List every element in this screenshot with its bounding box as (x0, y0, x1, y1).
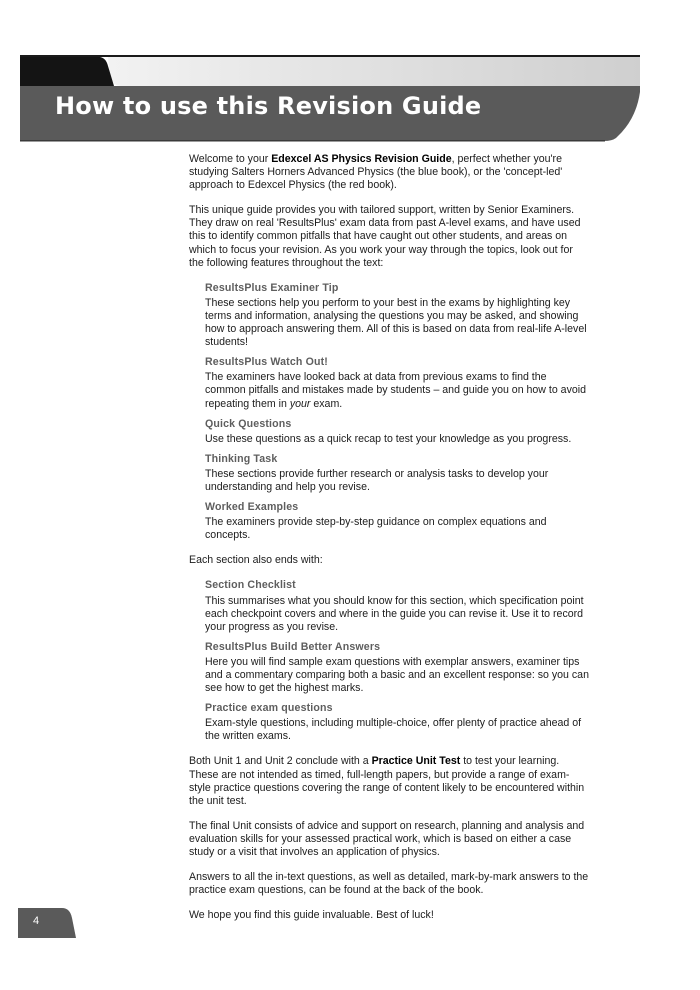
feature-description: The examiners provide step-by-step guidance on complex equations and concepts. (205, 516, 547, 542)
feature-description: Exam-style questions, including multiple-choice, offer plenty of practice ahead of the written exams. (205, 717, 582, 743)
feature-title: ResultsPlus Watch Out! (205, 356, 328, 369)
page-number-tab (18, 908, 76, 938)
closing-paragraph-1 (189, 755, 589, 807)
guide-title-bold: Edexcel AS Physics Revision Guide (271, 153, 452, 165)
feature-worked-examples (205, 501, 589, 542)
main-content (189, 153, 589, 934)
feature-description: These sections provide further research or analysis tasks to develop your understanding and help you revise. (205, 467, 549, 493)
feature-description-text: The examiners have looked back at data from previous exams to find the common pitfalls and mistakes made by students – and guide you on how to avoid repeating them in (205, 371, 587, 410)
practice-unit-test-bold: Practice Unit Test (371, 755, 461, 768)
page-title: How to use this Revision Guide (55, 92, 482, 120)
feature-description: Here you will find sample exam questions with exemplar answers, examiner tips and a commentary comparing both a basic and an excellent response: so you can see how to get the highest marks. (205, 655, 589, 695)
feature-watch-out (205, 356, 589, 410)
closing-text: to test your learning. These are not intended as timed, full-length papers, but provide a range of exam-style practice questions covering the range of content likely to be encountered within the unit test. (189, 755, 585, 807)
feature-list (189, 282, 589, 543)
intro-paragraph-2: This unique guide provides you with tailored support, written by Senior Examiners. They draw on real 'ResultsPlus' exam data from past A-level exams, and have used this to identify common pitfalls that have caught out other students, and areas on which to focus your revision. As you work your way through the topics, look out for the following features throughout the text: (189, 204, 581, 269)
feature-description: This summarises what you should know for this section, which specification point each checkpoint covers and where in the guide you can revise it. Use it to record your progress as you revise. (205, 594, 584, 633)
feature-practice-exam-questions (205, 702, 589, 743)
intro-text: , perfect whether you're studying Salters Horners Advanced Physics (the blue book), or the 'concept-led' approach to Edexcel Physics (the red book). (189, 153, 563, 192)
intro-text: Welcome to your (189, 153, 272, 165)
feature-title: Quick Questions (205, 417, 292, 430)
feature-description-italic: your (289, 397, 311, 410)
feature-title: Practice exam questions (205, 702, 333, 715)
header-banner (0, 0, 700, 160)
end-feature-list (189, 579, 589, 743)
feature-description: Use these questions as a quick recap to test your knowledge as you progress. (205, 432, 572, 445)
feature-description: These sections help you perform to your best in the exams by highlighting key terms and information, analysing the questions you may be asked, and showing how to approach answering them. All of this is based on data from real-life A-level students! (205, 296, 587, 349)
feature-title: ResultsPlus Build Better Answers (205, 640, 381, 653)
banner-black-block (20, 57, 114, 86)
feature-title: Section Checklist (205, 579, 296, 592)
closing-paragraph-2: The final Unit consists of advice and support on research, planning and analysis and evaluation skills for your assessed practical work, which is based on either a case study or a visit that involves an application of physics. (189, 819, 585, 859)
feature-examiner-tip (205, 282, 589, 349)
feature-section-checklist (205, 579, 589, 633)
section-end-intro: Each section also ends with: (189, 554, 323, 567)
banner-bottom-rule (20, 140, 605, 142)
feature-title: Thinking Task (205, 452, 278, 465)
closing-paragraph-4: We hope you find this guide invaluable. Best of luck! (189, 909, 434, 922)
feature-title: Worked Examples (205, 501, 299, 514)
closing-paragraph-3: Answers to all the in-text questions, as well as detailed, mark-by-mark answers to the practice exam questions, can be found at the back of the book. (189, 871, 589, 897)
banner-top-rule (20, 55, 640, 57)
feature-thinking-task (205, 453, 589, 494)
feature-description-text: exam. (310, 397, 343, 410)
intro-paragraph-1 (189, 153, 589, 192)
feature-description (205, 371, 589, 410)
page-number: 4 (33, 915, 40, 927)
banner-light-strip (108, 57, 640, 86)
feature-title: ResultsPlus Examiner Tip (205, 281, 339, 294)
feature-build-better-answers (205, 641, 589, 695)
closing-text: Both Unit 1 and Unit 2 conclude with a (189, 755, 372, 768)
feature-quick-questions (205, 418, 589, 446)
